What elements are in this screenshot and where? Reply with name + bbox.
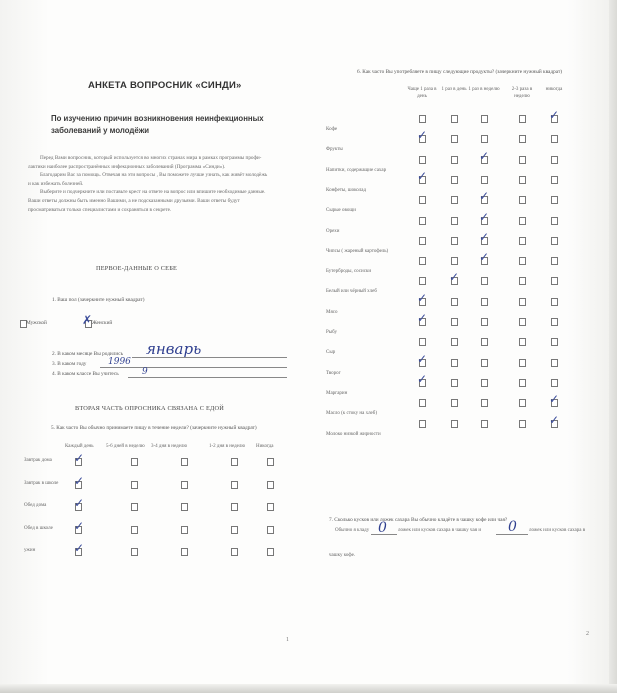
questionnaire-title: АНКЕТА ВОПРОСНИК «СИНДИ» (88, 80, 242, 91)
checkbox-square-icon[interactable] (451, 338, 458, 346)
checkbox-square-icon[interactable] (519, 196, 526, 204)
checkbox-square-icon[interactable] (551, 156, 558, 164)
checkbox-square-icon[interactable] (551, 196, 558, 204)
checkbox-square-icon[interactable] (267, 526, 274, 534)
checkbox-square-icon[interactable] (181, 458, 188, 466)
page-number-right: 2 (586, 631, 589, 637)
checkbox-square-icon[interactable] (131, 458, 138, 466)
q5-row-label: Обед дома (24, 503, 47, 508)
checkbox-square-icon[interactable] (519, 298, 526, 306)
q1-female-label: Женский (92, 320, 113, 326)
intro-line: просматриваться только специалистами и сохраняться в секрете. (28, 206, 172, 213)
checkbox-square-icon[interactable] (519, 277, 526, 285)
checkbox-square-icon[interactable] (551, 257, 558, 265)
check-mark-icon: ✓ (74, 518, 85, 533)
checkbox-square-icon[interactable] (481, 115, 488, 123)
checkbox-square-icon[interactable] (131, 526, 138, 534)
q6-row-label: Кофе (326, 127, 338, 132)
page-number-left: 1 (286, 637, 289, 643)
checkbox-square-icon[interactable] (481, 298, 488, 306)
q1-male-label: Мужской (26, 320, 47, 326)
checkbox-square-icon[interactable] (451, 379, 458, 387)
checkbox-square-icon[interactable] (419, 338, 426, 346)
intro-line: и как избежать болезней. (28, 180, 84, 187)
q4-answer-line (128, 377, 287, 378)
q6-row-label: Мясо (326, 309, 338, 315)
check-mark-icon: ✓ (417, 371, 428, 386)
q4-text: 4. В каком классе Вы учитесь (52, 371, 119, 377)
q4-answer[interactable]: 9 (142, 367, 148, 377)
checkbox-square-icon[interactable] (519, 379, 526, 387)
q5-text: 5. Как часто Вы обычно принимаете пищу в течение недели? (зачеркните нужный квадрат) (51, 425, 257, 431)
check-mark-icon: ✓ (417, 128, 428, 143)
checkbox-square-icon[interactable] (519, 420, 526, 428)
q6-row-label: Белый или чёрный хлеб (326, 289, 377, 295)
q5-column-header: 1-2 дня в неделю (209, 444, 246, 449)
q6-row-label: Рыбу (326, 330, 337, 335)
checkbox-square-icon[interactable] (181, 526, 188, 534)
checkbox-square-icon[interactable] (419, 196, 426, 204)
checkbox-square-icon[interactable] (267, 481, 274, 489)
checkbox-square-icon[interactable] (451, 156, 458, 164)
checkbox-square-icon[interactable] (451, 176, 458, 184)
checkbox-square-icon[interactable] (551, 318, 558, 326)
checkbox-square-icon[interactable] (551, 338, 558, 346)
checkbox-square-icon[interactable] (551, 298, 558, 306)
q6-row-label: Фрукты (326, 147, 343, 153)
check-mark-icon: ✓ (417, 168, 428, 183)
checkbox-square-icon[interactable] (231, 526, 238, 534)
q3-answer[interactable]: 1996 (108, 357, 131, 367)
check-mark-icon: ✓ (417, 351, 428, 366)
q7-text: 7. Сколько кусков или ложек сахара Вы обычно кладёте в чашку кофе или чая? (329, 517, 508, 523)
q6-column-header: 1 раз в неделю (468, 87, 500, 92)
q6-row-label: Напитки, содержащие сахар (326, 167, 387, 173)
q7-part-a: Обычно я кладу (335, 528, 370, 533)
checkbox-square-icon[interactable] (419, 420, 426, 428)
checkbox-square-icon[interactable] (451, 257, 458, 265)
q6-column-header: 1 раз в день (441, 87, 467, 92)
check-mark-icon: ✓ (549, 108, 560, 122)
q6-row-label: Бутерброды, сосиски (326, 269, 372, 275)
check-mark-icon: ✓ (479, 209, 490, 224)
checkbox-square-icon[interactable] (481, 359, 488, 367)
checkbox-square-icon[interactable] (451, 359, 458, 367)
checkbox-square-icon[interactable] (451, 298, 458, 306)
checkbox-square-icon[interactable] (519, 399, 526, 407)
q7-part-c: ложек или кусков сахара в (529, 528, 586, 533)
checkbox-square-icon[interactable] (519, 135, 526, 143)
checkbox-square-icon[interactable] (519, 257, 526, 265)
check-mark-icon: ✓ (74, 496, 85, 510)
check-mark-icon: ✓ (74, 451, 85, 465)
checkbox-square-icon[interactable] (519, 338, 526, 346)
checkbox-square-icon[interactable] (419, 217, 426, 225)
checkbox-square-icon[interactable] (267, 503, 274, 511)
checkbox-square-icon[interactable] (481, 277, 488, 285)
q6-text: 6. Как часто Вы употребляете в пищу следующие продукты? (зачеркните нужный квадрат) (357, 69, 563, 75)
checkbox-square-icon[interactable] (481, 420, 488, 428)
scan-edge-right (609, 0, 617, 693)
q6-row-label: Маргарин (326, 390, 348, 396)
q5-row-label: Завтрак в школе (24, 480, 59, 486)
checkbox-square-icon[interactable] (231, 548, 238, 556)
checkbox-square-icon[interactable] (451, 399, 458, 407)
q6-row-label: Чипсы ( жареный картофель) (326, 248, 389, 254)
checkbox-square-icon[interactable] (451, 237, 458, 245)
q6-row-label: Орехи (326, 228, 340, 234)
q6-row-label: Сыр (326, 350, 336, 356)
q6-row-label: Творог (326, 370, 341, 376)
intro-line: Ваши ответы должны быть именно Вашими, а не подсказанными друзьями. Ваши ответы будут (28, 198, 240, 204)
checkbox-square-icon[interactable] (181, 548, 188, 556)
checkbox-square-icon[interactable] (131, 548, 138, 556)
checkbox-square-icon[interactable] (451, 217, 458, 225)
intro-line: Выберите и подчеркните или поставьте крест на ответе на вопрос или впишите необходимые данные. (40, 189, 266, 196)
checkbox-square-icon[interactable] (519, 318, 526, 326)
checkbox-square-icon[interactable] (519, 176, 526, 184)
checkbox-square-icon[interactable] (481, 338, 488, 346)
checkbox-square-icon[interactable] (551, 359, 558, 367)
questionnaire-subtitle: По изучению причин возникновения неинфекционных заболеваний у молодёжи (51, 114, 264, 135)
q5-column-header: 3-4 дня в неделю (151, 444, 188, 449)
check-mark-icon: ✓ (74, 473, 85, 488)
check-mark-icon: ✓ (417, 290, 428, 305)
checkbox-square-icon[interactable] (231, 458, 238, 466)
q2-answer[interactable]: январь (146, 340, 202, 358)
checkbox-square-icon[interactable] (481, 176, 488, 184)
q6-row-label: Молоко низкой жирности (326, 431, 381, 437)
checkbox-square-icon[interactable] (481, 379, 488, 387)
check-mark-icon: ✓ (449, 270, 460, 285)
checkbox-square-icon[interactable] (231, 503, 238, 511)
check-mark-icon: ✓ (479, 148, 490, 163)
q5-column-header: 5-6 дней в неделю (106, 444, 145, 449)
checkbox-square-icon[interactable] (551, 277, 558, 285)
q5-row-label: Завтрак дома (24, 458, 52, 463)
checkbox-square-icon[interactable] (451, 420, 458, 428)
check-mark-icon: ✓ (479, 189, 490, 204)
scan-edge-bottom (0, 684, 617, 693)
q3-answer-line (100, 367, 287, 368)
checkbox-square-icon[interactable] (551, 135, 558, 143)
q7-part-b: ложек или кусков сахара в чашку чая и (398, 528, 482, 533)
checkbox-square-icon[interactable] (419, 399, 426, 407)
checkbox-square-icon[interactable] (419, 277, 426, 285)
q7-answer-a[interactable]: 0 (378, 520, 387, 536)
checkbox-square-icon[interactable] (419, 237, 426, 245)
intro-line: Благодарим Вас за помощь. Отвечая на эти вопросы , Вы поможете лучше узнать, как живёт молодёжь (40, 172, 268, 179)
intro-line: Перед Вами вопросник, который используется во многих странах мира в рамках программы профи- (40, 155, 262, 161)
checkbox-square-icon[interactable] (551, 217, 558, 225)
q7-part-d: чашку кофе. (329, 553, 356, 558)
q6-column-header: никогда (545, 87, 563, 92)
checkbox-square-icon[interactable] (551, 176, 558, 184)
checkbox-square-icon[interactable] (451, 115, 458, 123)
q6-row-label: Конфеты, шоколад (326, 187, 366, 193)
checkbox-square-icon[interactable] (481, 399, 488, 407)
check-mark-icon: ✗ (82, 313, 93, 327)
q5-row-label: Обед в школе (24, 525, 53, 531)
q5-column-header: Никогда (256, 444, 274, 449)
section1-title: ПЕРВОЕ-ДАННЫЕ О СЕБЕ (96, 265, 178, 272)
checkbox-square-icon[interactable] (551, 237, 558, 245)
check-mark-icon: ✓ (417, 311, 428, 325)
checkbox-square-icon[interactable] (419, 115, 426, 123)
checkbox-square-icon[interactable] (231, 481, 238, 489)
checkbox-square-icon[interactable] (451, 135, 458, 143)
q6-row-label: Сырые овощи (326, 208, 356, 214)
checkbox-square-icon[interactable] (481, 318, 488, 326)
checkbox-square-icon[interactable] (481, 135, 488, 143)
checkbox-square-icon[interactable] (451, 318, 458, 326)
checkbox-square-icon[interactable] (267, 458, 274, 466)
checkbox-square-icon[interactable] (131, 481, 138, 489)
q6-column-header: 2-3 раза в неделю (511, 87, 533, 99)
checkbox-square-icon[interactable] (519, 217, 526, 225)
check-mark-icon: ✓ (549, 412, 560, 427)
q5-row-label: ужин (24, 548, 36, 553)
checkbox-square-icon[interactable] (519, 156, 526, 164)
q6-column-header: Чаще 1 раза в день (407, 87, 437, 99)
intro-line: лактики наиболее распространённых инфекционных заболеваний (Программа «Синди»). (28, 163, 226, 170)
checkbox-square-icon[interactable] (519, 115, 526, 123)
checkbox-square-icon[interactable] (551, 379, 558, 387)
checkbox-square-icon[interactable] (419, 257, 426, 265)
checkbox-square-icon[interactable] (419, 156, 426, 164)
check-mark-icon: ✓ (479, 229, 490, 244)
check-mark-icon: ✓ (549, 392, 560, 407)
checkbox-square-icon[interactable] (131, 503, 138, 511)
q2-text: 2. В каком месяце Вы родились (52, 351, 123, 357)
check-mark-icon: ✓ (74, 541, 85, 555)
q6-row-label: Масло (к стоку на хлеб) (326, 411, 377, 417)
checkbox-square-icon[interactable] (181, 481, 188, 489)
section2-title: ВТОРАЯ ЧАСТЬ ОПРОСНИКА СВЯЗАНА С ЕДОЙ (75, 405, 224, 412)
checkbox-square-icon[interactable] (519, 359, 526, 367)
checkbox-square-icon[interactable] (267, 548, 274, 556)
q3-text: 3. В каком году (52, 361, 87, 367)
checkbox-square-icon[interactable] (519, 237, 526, 245)
check-mark-icon: ✓ (479, 250, 490, 265)
q1-text: 1. Ваш пол (зачеркните нужный квадрат) (52, 297, 145, 303)
q7-answer-b[interactable]: 0 (508, 519, 517, 535)
q5-column-header: Каждый день (65, 444, 94, 449)
checkbox-square-icon[interactable] (451, 196, 458, 204)
checkbox-square-icon[interactable] (181, 503, 188, 511)
